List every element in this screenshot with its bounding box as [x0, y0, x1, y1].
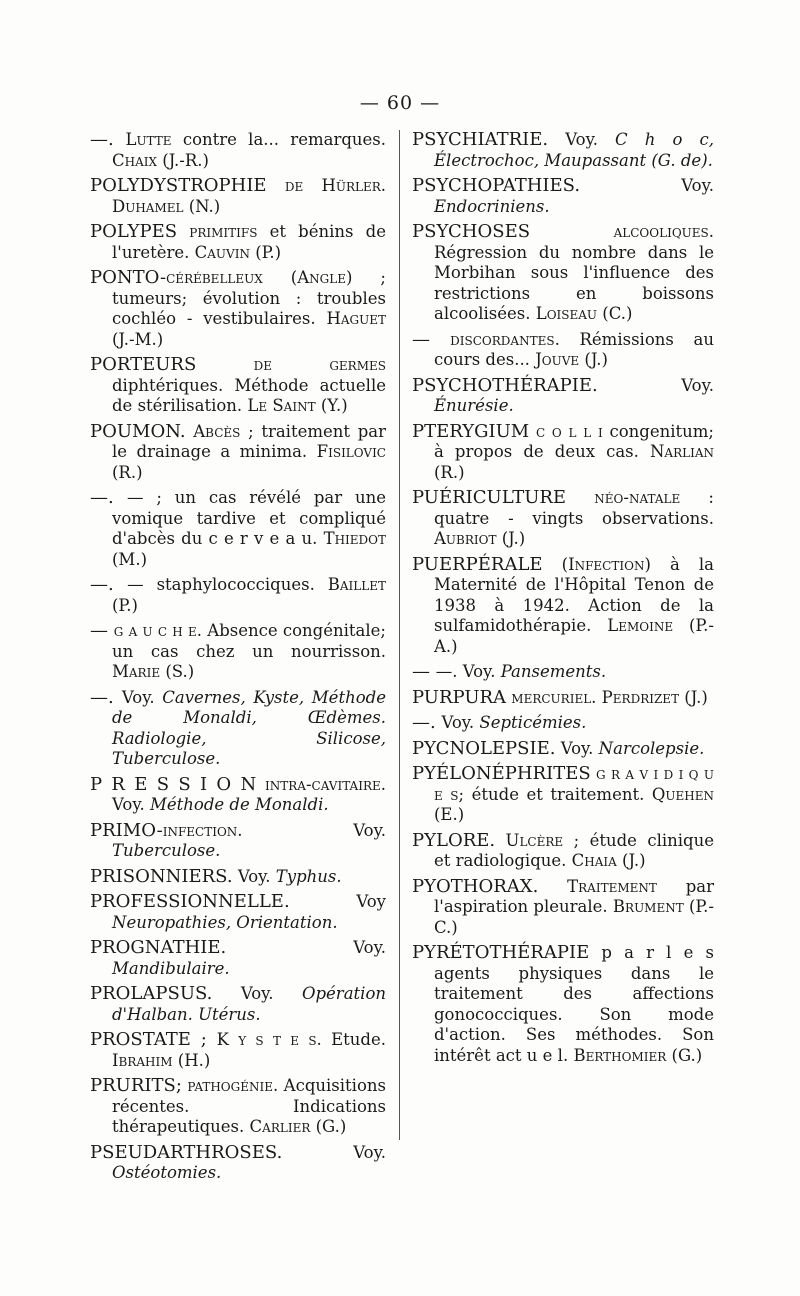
index-entry	[412, 739, 714, 760]
entry-author: Baillet (P.)	[112, 575, 386, 615]
entry-heading: PORTEURS	[90, 354, 197, 375]
entry-heading: PUÉRICULTURE	[412, 487, 567, 508]
entry-heading: PYRÉTOTHÉRAPIE	[412, 942, 590, 963]
entry-text: Voy.	[441, 713, 480, 732]
entry-author: Narlian (R.)	[434, 442, 714, 482]
entry-author: Le Saint (Y.)	[247, 396, 348, 415]
entry-text: p a r l e s agents physiques dans le traitement des affections gonococciques. Son mode d'action. Ses méthodes. Son intérêt act u e l.	[434, 943, 714, 1065]
entry-text: ; tumeurs; évolution : troubles cochléo - vestibulaires.	[112, 268, 386, 328]
entry-heading: POLYPES	[90, 221, 178, 242]
index-entry	[412, 176, 714, 217]
entry-author: Cauvin (P.)	[194, 242, 282, 262]
entry-heading: PRISONNIERS.	[90, 865, 233, 887]
entry-heading: PTERYGIUM	[412, 420, 530, 442]
entry-crossref: Septicémies.	[479, 713, 587, 732]
entry-crossref: Narcolepsie.	[598, 738, 705, 758]
entry-subheading: de Hürler.	[266, 176, 386, 195]
entry-subheading: primitifs	[177, 222, 258, 241]
entry-heading: PSYCHIATRIE.	[412, 129, 549, 150]
entry-crossref: Méthode de Monaldi.	[149, 795, 329, 814]
entry-text: Etude.	[321, 1030, 386, 1049]
entry-subheading: néo-natale :	[566, 488, 714, 507]
entry-author: Chaia (J.)	[571, 851, 646, 870]
entry-heading: P R E S S I O N	[90, 773, 257, 795]
entry-text: Voy.	[555, 738, 599, 758]
entry-crossref: Mandibulaire.	[112, 958, 230, 978]
entry-author: Brument (P.-C.)	[434, 897, 714, 937]
index-entry	[412, 422, 714, 484]
entry-author: Perdrizet (J.)	[601, 687, 708, 707]
entry-text: Rémissions au cours des...	[434, 329, 714, 369]
index-entry	[412, 688, 714, 709]
entry-subheading: mercuriel.	[506, 687, 597, 707]
entry-heading: POLYDYSTROPHIE	[90, 175, 267, 196]
entry-heading: —.	[412, 712, 442, 733]
entry-text: Acquisitions récentes. Indications thérapeutiques.	[112, 1076, 386, 1136]
index-entry	[90, 355, 386, 417]
entry-heading: PUERPÉRALE	[412, 553, 543, 575]
entry-subheading: Abcès	[185, 421, 241, 441]
entry-text: étude et traitement.	[464, 784, 652, 804]
index-entry	[412, 130, 714, 171]
entry-author: Duhamel (N.)	[112, 196, 221, 216]
entry-heading: PSYCHOPATHIES.	[412, 175, 581, 196]
entry-heading: PROSTATE ;	[90, 1029, 217, 1050]
entry-crossref: Pansements.	[500, 662, 607, 681]
entry-subheading: K y s t e s.	[216, 1030, 322, 1049]
entry-text: par l'aspiration pleurale.	[434, 876, 714, 916]
entry-crossref: Neuropathies, Orientation.	[112, 912, 338, 932]
index-entry	[90, 176, 386, 217]
entry-subheading: infection.	[162, 820, 243, 840]
index-entry	[90, 130, 386, 171]
index-entry	[412, 877, 714, 939]
entry-subheading: g a u c h e.	[113, 621, 203, 640]
entry-author: Carlier (G.)	[249, 1117, 347, 1136]
entry-subheading: Ulcère	[495, 830, 564, 850]
entry-heading: PROLAPSUS.	[90, 983, 213, 1004]
entry-subheading: de germes	[196, 355, 386, 374]
entry-crossref: C h o c, Électrochoc, Maupassant (G. de).	[434, 130, 715, 170]
entry-crossref: Ostéotomies.	[112, 1163, 222, 1182]
entry-crossref: Endocriniens.	[434, 196, 550, 216]
entry-author: Berthomier (G.)	[573, 1045, 703, 1065]
column-divider	[399, 130, 400, 1140]
entry-text: diphtériques. Méthode actuelle de stérilisation.	[112, 375, 386, 415]
entry-text: ; traitement par le drainage a minima.	[112, 421, 386, 461]
entry-heading: PSYCHOSES	[412, 221, 531, 242]
entry-text: Voy.	[226, 938, 386, 957]
index-entry	[90, 422, 386, 484]
entry-subheading: alcooliques.	[530, 222, 714, 241]
index-entry	[90, 1030, 386, 1071]
entry-subheading: cérébelleux (Angle)	[166, 268, 353, 287]
entry-heading: POUMON.	[90, 420, 186, 442]
index-entry	[90, 984, 386, 1025]
index-entry	[90, 222, 386, 263]
entry-text: Absence congénitale; un cas chez un nourrisson.	[112, 621, 386, 661]
index-entry	[412, 831, 714, 872]
entry-text: Voy.	[232, 866, 276, 886]
index-entry	[90, 575, 386, 616]
entry-subheading: pathogénie.	[181, 1076, 279, 1095]
entry-author: Chaix (J.-R.)	[112, 150, 209, 170]
entry-text: Voy.	[212, 984, 302, 1003]
entry-heading: —	[412, 328, 451, 350]
entry-heading: —.	[90, 574, 128, 595]
entry-text: —. Voy.	[435, 662, 501, 681]
entry-subheading: Lutte	[125, 130, 172, 149]
index-entry	[412, 713, 714, 734]
entry-text: à la Maternité de l'Hôpital Tenon de 1938 à 1942. Action de la sulfamidothérapie.	[434, 554, 714, 635]
entry-heading: —.	[90, 129, 126, 150]
entry-author: Loiseau (C.)	[535, 304, 633, 323]
entry-text: Voy	[289, 892, 386, 911]
entry-text: Voy.	[112, 795, 150, 814]
entry-text: — ; un cas révélé par une vomique tardive et compliqué d'abcès du c e r v e a u.	[112, 488, 386, 548]
entry-text: Voy.	[597, 375, 714, 395]
entry-heading: —	[412, 661, 436, 682]
entry-text: Voy.	[121, 687, 163, 707]
index-entry	[412, 555, 714, 658]
index-entry	[90, 1076, 386, 1138]
index-entry	[412, 662, 714, 683]
entry-crossref: Cavernes, Kyste, Méthode de Monaldi, Œdèmes. Radiologie, Silicose, Tuberculose.	[112, 687, 386, 768]
index-entry	[90, 892, 386, 933]
entry-author: Lemoine (P.-A.)	[434, 616, 714, 656]
entry-heading: —	[90, 620, 114, 641]
entry-heading: PYLORE.	[412, 829, 496, 851]
left-column	[90, 130, 386, 1189]
entry-text: quatre - vingts observations.	[434, 508, 714, 528]
index-entry	[90, 621, 386, 683]
entry-heading: PRIMO-	[90, 819, 163, 841]
entry-text: contre la... remarques.	[171, 130, 386, 149]
index-entry	[412, 376, 714, 417]
entry-heading: PSYCHOTHÉRAPIE.	[412, 374, 598, 396]
entry-crossref: Typhus.	[275, 866, 342, 886]
entry-text: et bénins de l'uretère.	[112, 222, 386, 262]
index-entry	[90, 867, 386, 888]
entry-crossref: Tuberculose.	[112, 841, 221, 860]
entry-text: Voy.	[580, 176, 714, 195]
entry-author: Quehen (E.)	[434, 784, 714, 824]
entry-text: — staphylococciques.	[127, 575, 328, 594]
entry-subheading: intra-cavitaire.	[256, 774, 386, 794]
entry-text: Régression du nombre dans le Morbihan sous l'influence des restrictions en boissons alcoolisées.	[434, 242, 714, 323]
entry-text: Voy.	[242, 820, 386, 840]
entry-crossref: Énurésie.	[434, 396, 514, 415]
index-entry	[90, 938, 386, 979]
entry-heading: PONTO-	[90, 267, 167, 288]
entry-heading: —.	[90, 686, 122, 708]
entry-heading: PYÉLONÉPHRITES	[412, 763, 591, 784]
index-entry	[90, 268, 386, 350]
entry-author: Aubriot (J.)	[434, 529, 526, 548]
index-entry	[90, 775, 386, 816]
entry-author: Jouve (J.)	[535, 350, 608, 369]
entry-subheading: (Infection)	[542, 554, 651, 574]
index-entry	[412, 488, 714, 550]
index-entry	[90, 1143, 386, 1184]
entry-heading: —.	[90, 487, 128, 508]
entry-author: Ibrahim (H.)	[112, 1050, 211, 1070]
entry-text: Voy.	[548, 130, 616, 149]
entry-heading: PRURITS;	[90, 1075, 182, 1096]
entry-author: Thiedot (M.)	[112, 529, 386, 569]
index-entry	[90, 821, 386, 862]
entry-subheading: c o l l i	[529, 421, 603, 441]
entry-heading: PSEUDARTHROSES.	[90, 1141, 283, 1163]
index-entry	[412, 330, 714, 371]
entry-author: Marie (S.)	[112, 662, 195, 681]
index-entry	[412, 764, 714, 826]
entry-heading: PURPURA	[412, 686, 507, 708]
entry-heading: PYCNOLEPSIE.	[412, 737, 556, 759]
entry-heading: PROGNATHIE.	[90, 937, 227, 958]
entry-author: Fisilovic (R.)	[112, 442, 386, 482]
entry-text: ; étude clinique et radiologique.	[434, 830, 715, 870]
entry-crossref: Opération d'Halban. Utérus.	[112, 984, 386, 1024]
index-entry	[90, 688, 386, 770]
entry-subheading: Traitement	[538, 876, 657, 896]
index-entry	[412, 943, 714, 1066]
entry-subheading: discordantes.	[450, 329, 560, 349]
entry-heading: PYOTHORAX.	[412, 875, 539, 897]
right-column	[412, 130, 714, 1071]
entry-text: Voy.	[282, 1142, 386, 1162]
entry-text: congenitum; à propos de deux cas.	[434, 421, 714, 461]
entry-heading: PROFESSIONNELLE.	[90, 891, 290, 912]
entry-subheading: g r a v i d i q u e s;	[434, 764, 714, 804]
page-number: — 60 —	[359, 92, 441, 114]
entry-author: Haguet (J.-M.)	[112, 309, 386, 349]
index-entry	[412, 222, 714, 325]
index-entry	[90, 488, 386, 570]
